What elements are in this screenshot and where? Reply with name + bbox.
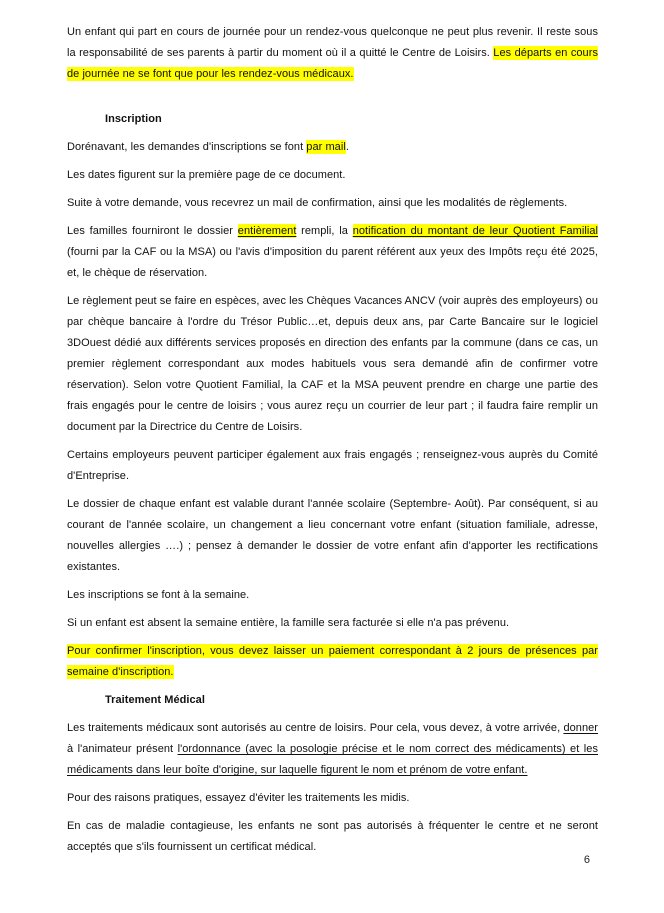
heading-inscription [67, 109, 598, 130]
para-traitements-medicaux [67, 718, 598, 781]
para-traitements-midis [67, 788, 598, 809]
para-traitements-midis-segment-0: Pour des raisons pratiques, essayez d'éviter les traitements les midis. [67, 792, 410, 804]
para-demandes-par-mail [67, 137, 598, 158]
para-dates-segment-0: Les dates figurent sur la première page de ce document. [67, 169, 346, 181]
para-dossier-quotient-segment-3: notification du montant de leur Quotient Familial [352, 225, 598, 237]
para-demandes-par-mail-segment-1: par mail [306, 141, 346, 153]
para-dossier-annee-scolaire [67, 494, 598, 578]
para-traitements-medicaux-segment-1: donner [563, 722, 598, 734]
para-employeurs-segment-0: Certains employeurs peuvent participer également aux frais engagés ; renseignez-vous auprès du Comité d'Entreprise. [67, 449, 598, 482]
para-dossier-quotient-segment-4: (fourni par la CAF ou la MSA) ou l'avis d'imposition du parent référent aux yeux des Impôts reçu été 2025, et, le chèque de réservation. [67, 246, 598, 279]
para-departs-journee [67, 22, 598, 85]
para-mail-confirmation [67, 193, 598, 214]
para-departs-journee-segment-1: Les départs en cours de journée ne se font que pour les rendez-vous médicaux. [67, 47, 598, 80]
para-dossier-annee-scolaire-segment-0: Le dossier de chaque enfant est valable durant l'année scolaire (Septembre- Août). Par conséquent, si au courant de l'année scolaire, un changement a lieu concernant votre enfant (situation familiale, adresse, nouvelles allergies ….) ; pensez à demander le dossier de votre enfant afin d'apporter les rectifications existantes. [67, 498, 598, 573]
para-demandes-par-mail-segment-2: . [345, 141, 349, 153]
para-mail-confirmation-segment-0: Suite à votre demande, vous recevrez un mail de confirmation, ainsi que les modalités de règlements. [67, 197, 568, 209]
para-paiement-confirmation [67, 641, 598, 683]
para-dossier-quotient [67, 221, 598, 284]
para-absence-semaine [67, 613, 598, 634]
document-body [67, 22, 598, 865]
para-absence-semaine-segment-0: Si un enfant est absent la semaine entière, la famille sera facturée si elle n'a pas prévenu. [67, 617, 510, 629]
para-dates [67, 165, 598, 186]
heading-inscription-segment-0: Inscription [105, 113, 162, 125]
para-traitements-medicaux-segment-0: Les traitements médicaux sont autorisés au centre de loisirs. Pour cela, vous devez, à votre arrivée, [67, 722, 564, 734]
para-dossier-quotient-segment-1: entièrement [237, 225, 297, 237]
para-departs-journee-segment-0: Un enfant qui part en cours de journée pour un rendez-vous quelconque ne peut plus revenir. Il reste sous la responsabilité de ses parents à partir du moment où il a quitté le Centre de Loisirs. [67, 26, 598, 59]
para-reglement [67, 291, 598, 438]
para-inscriptions-semaine [67, 585, 598, 606]
para-reglement-segment-0: Le règlement peut se faire en espèces, avec les Chèques Vacances ANCV (voir auprès des employeurs) ou par chèque bancaire à l'ordre du Trésor Public…et, depuis deux ans, par Carte Bancaire sur le logiciel 3DOuest dédié aux différents services proposés en direction des enfants par la commune (dans ce cas, un premier règlement correspondant aux modes habituels vous sera demandé afin de confirmer votre réservation). Selon votre Quotient Familial, la CAF et la MSA peuvent prendre en charge une partie des frais engagés pour le centre de loisirs ; vous aurez reçu un courrier de leur part ; il faudra faire remplir un document par la Directrice du Centre de Loisirs. [67, 295, 598, 433]
heading-traitement-medical [67, 690, 598, 711]
para-dossier-quotient-segment-0: Les familles fourniront le dossier [67, 225, 238, 237]
para-maladie-contagieuse [67, 816, 598, 858]
para-employeurs [67, 445, 598, 487]
page-number: 6 [583, 854, 590, 866]
para-traitements-medicaux-segment-3: l'ordonnance (avec la posologie précise et le nom correct des médicaments) et les médicaments dans leur boîte d'origine, sur laquelle figurent le nom et prénom de votre enfant. [67, 743, 598, 776]
para-maladie-contagieuse-segment-0: En cas de maladie contagieuse, les enfants ne sont pas autorisés à fréquenter le centre et ne seront acceptés que s'ils fournissent un certificat médical. [67, 820, 598, 853]
para-demandes-par-mail-segment-0: Dorénavant, les demandes d'inscriptions se font [67, 141, 307, 153]
para-traitements-medicaux-segment-2: à l'animateur présent [67, 743, 178, 755]
para-paiement-confirmation-segment-0: Pour confirmer l'inscription, vous devez laisser un paiement correspondant à 2 jours de présences par semaine d'inscription. [67, 645, 598, 678]
para-dossier-quotient-segment-2: rempli, la [296, 225, 353, 237]
heading-traitement-medical-segment-0: Traitement Médical [105, 694, 205, 706]
para-inscriptions-semaine-segment-0: Les inscriptions se font à la semaine. [67, 589, 250, 601]
